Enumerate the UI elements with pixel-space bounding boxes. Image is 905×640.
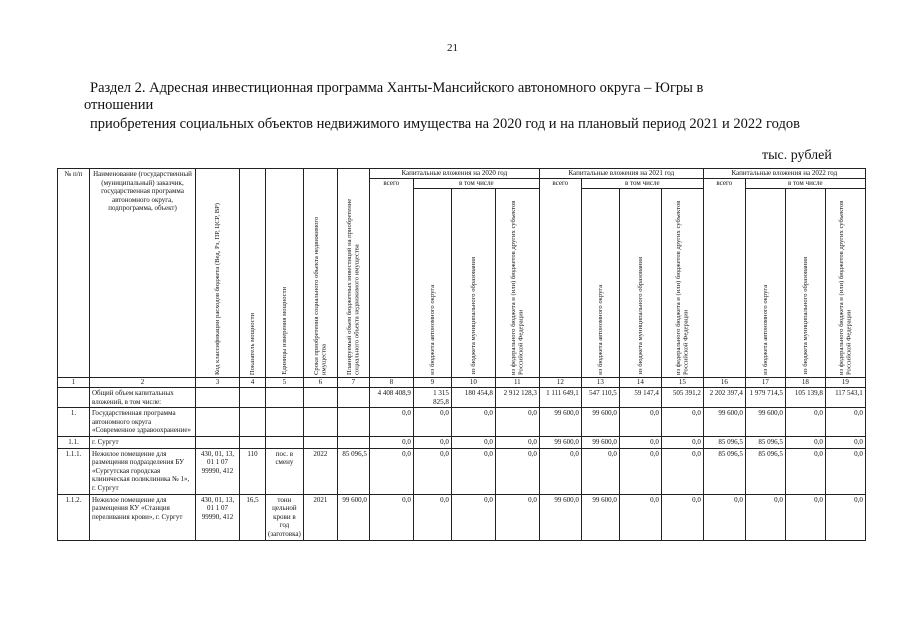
row-capacity: 110 xyxy=(240,448,266,494)
row-value: 547 110,5 xyxy=(581,388,619,408)
column-number: 16 xyxy=(703,378,745,388)
column-number: 1 xyxy=(58,378,90,388)
header-federal-2022: из федерального бюджета и (или) бюджетов других субъектов Российской Федерации xyxy=(825,189,865,378)
row-value: 0,0 xyxy=(451,436,495,448)
row-value: 0,0 xyxy=(661,436,703,448)
row-value: 85 096,5 xyxy=(745,436,785,448)
row-unit xyxy=(266,436,304,448)
row-term xyxy=(303,408,337,437)
header-capacity: Показатель мощности xyxy=(240,169,266,378)
row-value: 99 600,0 xyxy=(539,408,581,437)
row-value: 0,0 xyxy=(703,494,745,540)
row-num: 1.1.2. xyxy=(58,494,90,540)
row-unit xyxy=(266,408,304,437)
row-value: 2 202 397,4 xyxy=(703,388,745,408)
header-code: Код классификации расходов бюджета (Вед, Рз, ПР, ЦСР, ВР) xyxy=(196,169,240,378)
column-number: 17 xyxy=(745,378,785,388)
row-code: 430, 01, 13, 01 1 07 99990, 412 xyxy=(196,448,240,494)
row-value: 0,0 xyxy=(785,448,825,494)
row-planned xyxy=(337,388,369,408)
row-value: 0,0 xyxy=(413,408,451,437)
row-value: 0,0 xyxy=(785,494,825,540)
row-code xyxy=(196,408,240,437)
row-num: 1.1.1. xyxy=(58,448,90,494)
column-number: 8 xyxy=(369,378,413,388)
header-total-2022: всего xyxy=(703,179,745,378)
title-line-2: отношении xyxy=(84,97,154,113)
row-value: 0,0 xyxy=(785,408,825,437)
row-value: 0,0 xyxy=(619,436,661,448)
row-value: 0,0 xyxy=(451,448,495,494)
column-number: 18 xyxy=(785,378,825,388)
header-okrug-2021: из бюджета автономного округа xyxy=(581,189,619,378)
header-name: Наименование (государственный (муниципальный) заказчик, государственная программа автономного округа, подпрограмма, объект) xyxy=(90,169,196,378)
row-value: 1 315 825,8 xyxy=(413,388,451,408)
row-value: 105 139,8 xyxy=(785,388,825,408)
row-value: 99 600,0 xyxy=(703,408,745,437)
title-line-1: Раздел 2. Адресная инвестиционная программа Ханты-Мансийского автономного округа – Югры в xyxy=(90,80,704,96)
column-number: 3 xyxy=(196,378,240,388)
header-total-2020: всего xyxy=(369,179,413,378)
row-value: 85 096,5 xyxy=(703,436,745,448)
header-num: № п/п xyxy=(58,169,90,378)
row-value: 0,0 xyxy=(369,408,413,437)
column-number: 2 xyxy=(90,378,196,388)
row-value: 2 912 128,3 xyxy=(495,388,539,408)
column-number: 12 xyxy=(539,378,581,388)
row-term xyxy=(303,388,337,408)
row-value: 0,0 xyxy=(785,436,825,448)
row-value: 99 600,0 xyxy=(539,436,581,448)
row-capacity: 16,5 xyxy=(240,494,266,540)
column-number: 5 xyxy=(266,378,304,388)
column-number: 11 xyxy=(495,378,539,388)
row-planned xyxy=(337,436,369,448)
header-cap-2020: Капитальные вложения на 2020 год xyxy=(369,169,539,179)
row-value: 99 600,0 xyxy=(581,436,619,448)
row-value: 99 600,0 xyxy=(581,408,619,437)
row-capacity xyxy=(240,388,266,408)
column-number: 10 xyxy=(451,378,495,388)
column-number-row xyxy=(58,378,866,388)
row-value: 4 408 408,9 xyxy=(369,388,413,408)
row-value: 0,0 xyxy=(619,448,661,494)
row-value: 0,0 xyxy=(369,494,413,540)
row-value: 0,0 xyxy=(825,448,865,494)
table-row xyxy=(58,408,866,437)
column-number: 4 xyxy=(240,378,266,388)
row-name: Государственная программа автономного округа «Современное здравоохранение» xyxy=(90,408,196,437)
row-value: 99 600,0 xyxy=(539,494,581,540)
row-name: Нежилое помещение для размещения КУ «Станция переливания крови», г. Сургут xyxy=(90,494,196,540)
row-value: 0,0 xyxy=(413,436,451,448)
row-num xyxy=(58,388,90,408)
table-row xyxy=(58,494,866,540)
header-federal-2021: из федерального бюджета и (или) бюджетов других субъектов Российской Федерации xyxy=(661,189,703,378)
header-municipal-2021: из бюджета муниципального образования xyxy=(619,189,661,378)
table-row xyxy=(58,448,866,494)
header-federal-2020: из федерального бюджета и (или) бюджетов других субъектов Российской Федерации xyxy=(495,189,539,378)
row-value: 0,0 xyxy=(413,448,451,494)
row-value: 0,0 xyxy=(451,494,495,540)
header-term: Сроки приобретения социального объекта недвижимого имущества xyxy=(303,169,337,378)
row-value: 99 600,0 xyxy=(745,408,785,437)
table-row xyxy=(58,388,866,408)
header-cap-2021: Капитальные вложения на 2021 год xyxy=(539,169,703,179)
row-unit: тонн цельной крови в год (заготовка) xyxy=(266,494,304,540)
row-value: 85 096,5 xyxy=(745,448,785,494)
row-num: 1.1. xyxy=(58,436,90,448)
row-value: 99 600,0 xyxy=(581,494,619,540)
row-value: 0,0 xyxy=(661,494,703,540)
column-number: 9 xyxy=(413,378,451,388)
row-value: 0,0 xyxy=(495,408,539,437)
row-value: 0,0 xyxy=(825,408,865,437)
row-value: 1 111 649,1 xyxy=(539,388,581,408)
row-value: 85 096,5 xyxy=(703,448,745,494)
header-municipal-2020: из бюджета муниципального образования xyxy=(451,189,495,378)
row-planned: 99 600,0 xyxy=(337,494,369,540)
header-incl-2022: в том числе xyxy=(745,179,865,189)
row-name: г. Сургут xyxy=(90,436,196,448)
header-unit: Единицы измерения мощности xyxy=(266,169,304,378)
row-value: 0,0 xyxy=(619,494,661,540)
row-value: 0,0 xyxy=(825,494,865,540)
column-number: 19 xyxy=(825,378,865,388)
row-planned xyxy=(337,408,369,437)
row-capacity xyxy=(240,408,266,437)
row-code xyxy=(196,388,240,408)
header-okrug-2022: из бюджета автономного округа xyxy=(745,189,785,378)
row-num: 1. xyxy=(58,408,90,437)
header-incl-2021: в том числе xyxy=(581,179,703,189)
row-term xyxy=(303,436,337,448)
row-unit xyxy=(266,388,304,408)
row-value: 0,0 xyxy=(661,408,703,437)
investment-table xyxy=(57,168,866,541)
row-value: 117 543,1 xyxy=(825,388,865,408)
row-value: 0,0 xyxy=(495,448,539,494)
row-value: 0,0 xyxy=(745,494,785,540)
row-value: 0,0 xyxy=(825,436,865,448)
row-value: 0,0 xyxy=(451,408,495,437)
header-municipal-2022: из бюджета муниципального образования xyxy=(785,189,825,378)
page-number: 21 xyxy=(447,42,458,54)
header-planned: Планируемый объем бюджетных инвестиций на приобретение социального объекта недвижимого имущества xyxy=(337,169,369,378)
header-incl-2020: в том числе xyxy=(413,179,539,189)
row-term: 2021 xyxy=(303,494,337,540)
row-code xyxy=(196,436,240,448)
row-term: 2022 xyxy=(303,448,337,494)
row-value: 59 147,4 xyxy=(619,388,661,408)
row-value: 0,0 xyxy=(619,408,661,437)
row-value: 0,0 xyxy=(413,494,451,540)
row-name: Нежилое помещение для размещения подразделения БУ «Сургутская городская клиническая поликлиника № 1», г. Сургут xyxy=(90,448,196,494)
section-title xyxy=(84,80,800,132)
column-number: 13 xyxy=(581,378,619,388)
row-planned: 85 096,5 xyxy=(337,448,369,494)
row-value: 0,0 xyxy=(369,448,413,494)
row-value: 505 391,2 xyxy=(661,388,703,408)
row-unit: пос. в смену xyxy=(266,448,304,494)
column-number: 14 xyxy=(619,378,661,388)
row-value: 1 979 714,5 xyxy=(745,388,785,408)
column-number: 7 xyxy=(337,378,369,388)
row-code: 430, 01, 13, 01 1 07 99990, 412 xyxy=(196,494,240,540)
row-value: 180 454,8 xyxy=(451,388,495,408)
column-number: 15 xyxy=(661,378,703,388)
table-row xyxy=(58,436,866,448)
row-value: 0,0 xyxy=(661,448,703,494)
row-value: 0,0 xyxy=(495,436,539,448)
header-cap-2022: Капитальные вложения на 2022 год xyxy=(703,169,865,179)
title-line-3: приобретения социальных объектов недвижимого имущества на 2020 год и на плановый период 2021 и 2022 годов xyxy=(90,116,800,132)
row-name: Общий объем капитальных вложений, в том числе: xyxy=(90,388,196,408)
row-value: 0,0 xyxy=(495,494,539,540)
row-value: 0,0 xyxy=(369,436,413,448)
row-capacity xyxy=(240,436,266,448)
row-value: 0,0 xyxy=(581,448,619,494)
header-total-2021: всего xyxy=(539,179,581,378)
header-okrug-2020: из бюджета автономного округа xyxy=(413,189,451,378)
units-label: тыс. рублей xyxy=(762,148,832,163)
row-value: 0,0 xyxy=(539,448,581,494)
column-number: 6 xyxy=(303,378,337,388)
